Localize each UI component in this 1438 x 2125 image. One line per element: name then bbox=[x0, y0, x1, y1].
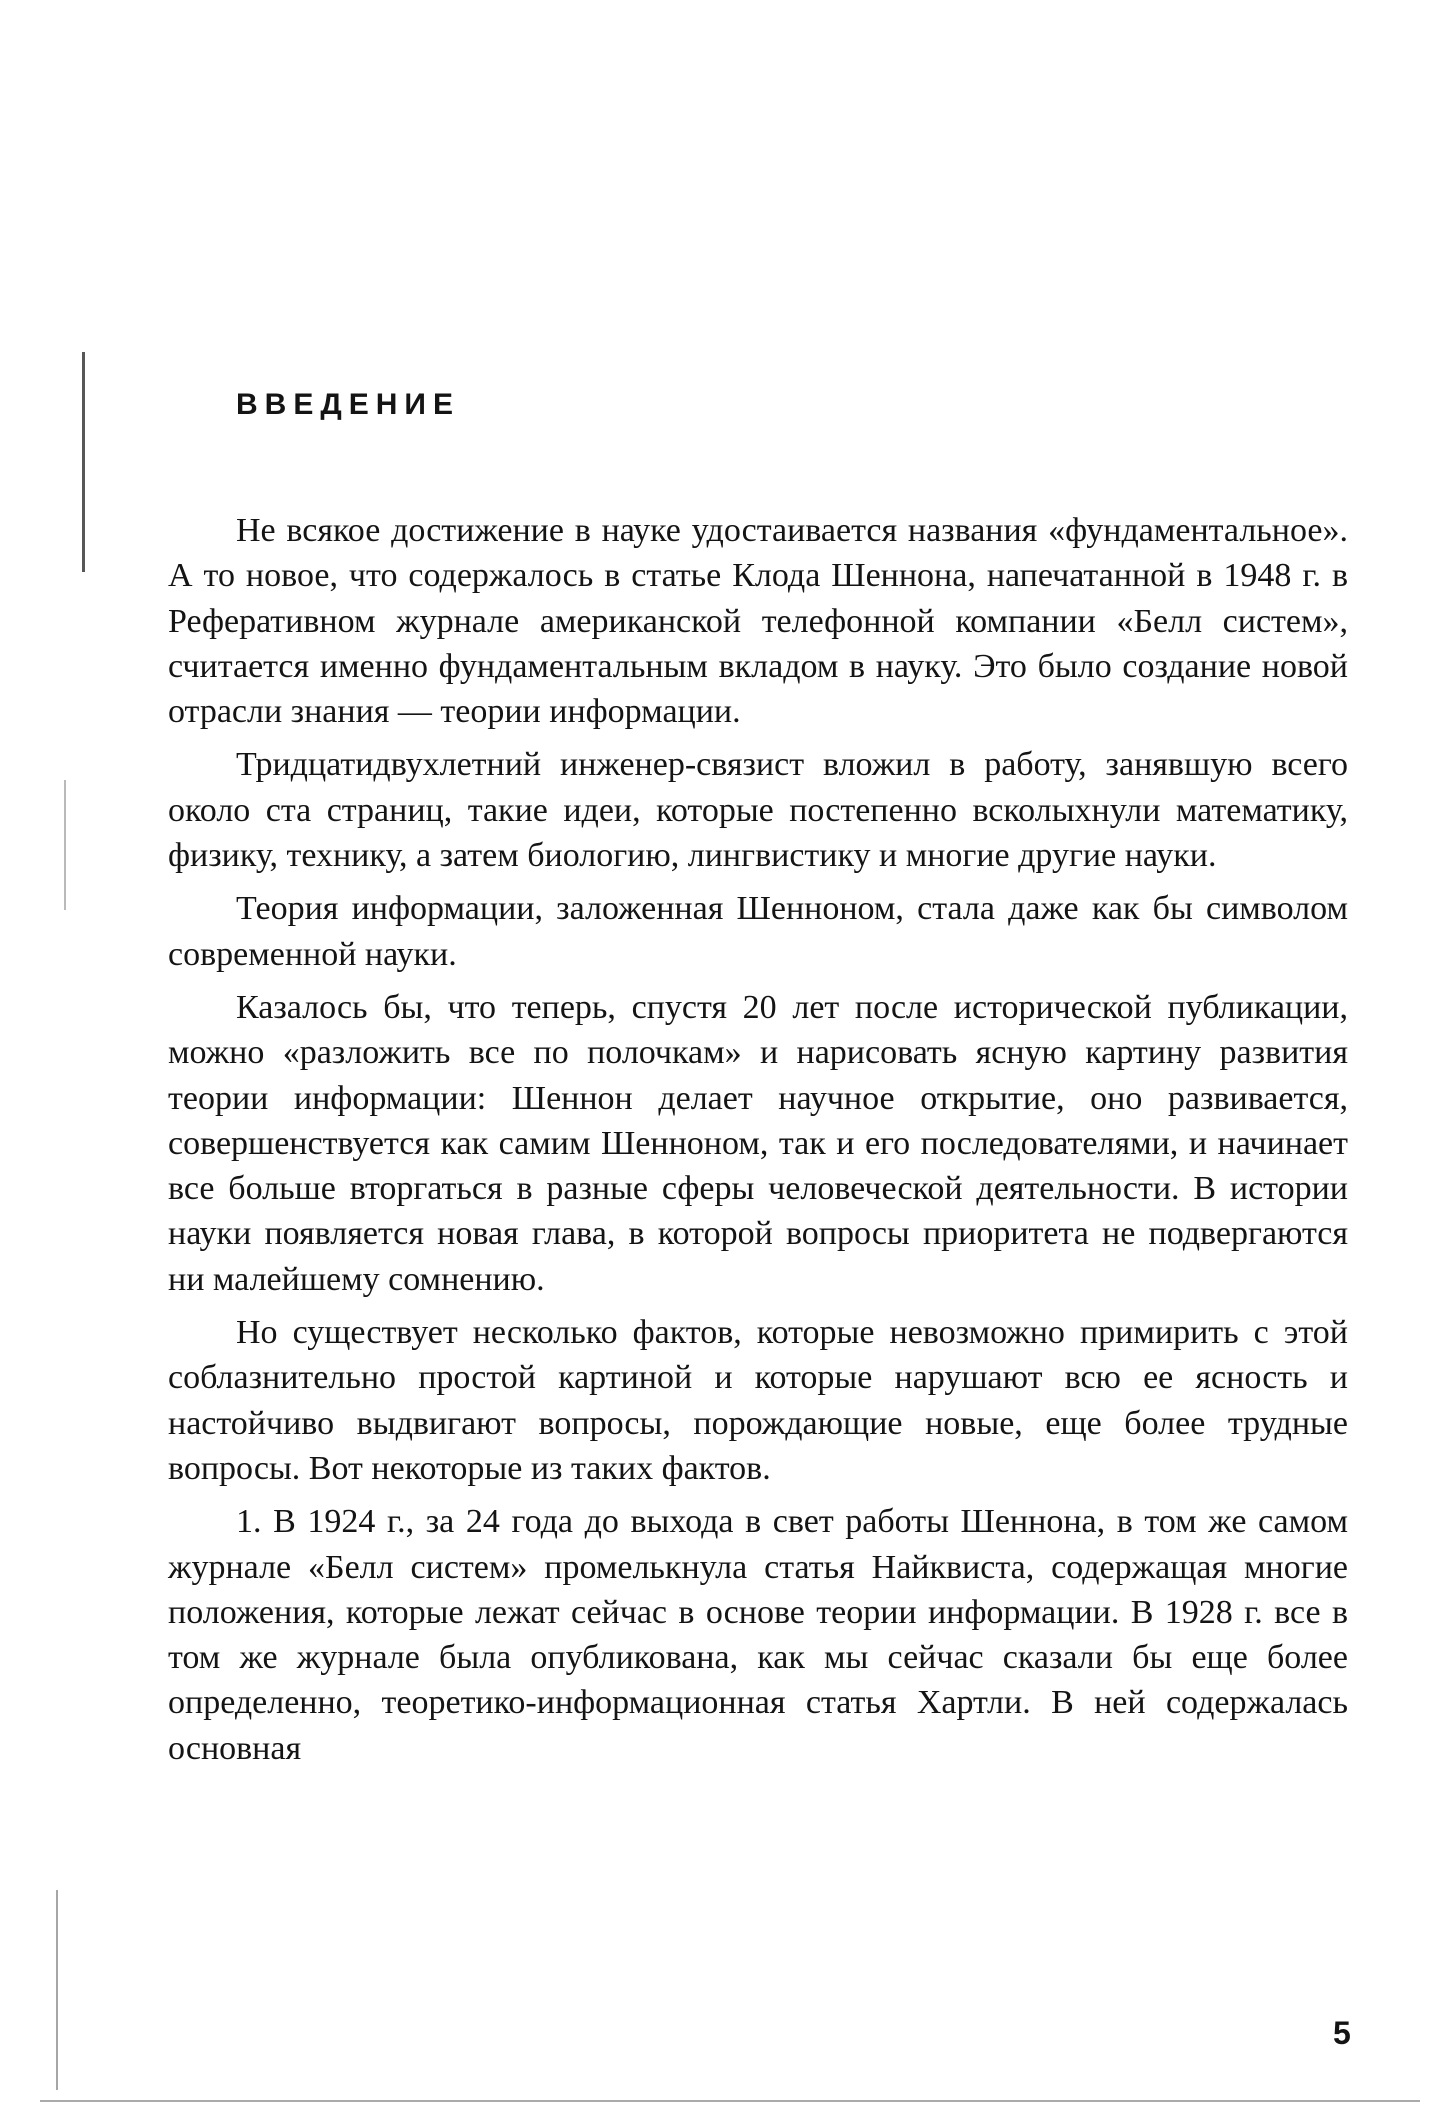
chapter-heading: ВВЕДЕНИЕ bbox=[236, 388, 460, 421]
paragraph: Но существует несколько фактов, которые невозможно примирить с этой соблазнительно простой картиной и которые нарушают всю ее ясность и настойчиво выдвигают вопросы, порождающие новые, еще более трудные вопросы. Вот некоторые из таких фактов. bbox=[168, 1314, 1348, 1487]
paragraph: 1. В 1924 г., за 24 года до выхода в свет работы Шеннона, в том же самом журнале «Белл систем» промелькнула статья Найквиста, содержащая многие положения, которые лежат сейчас в основе теории информации. В 1928 г. все в том же журнале была опубликована, как мы сейчас сказали бы еще более определенно, теоретико-информационная статья Хартли. В ней содержалась основная bbox=[168, 1503, 1348, 1767]
paragraph: Не всякое достижение в науке удостаивается названия «фундаментальное». А то новое, что содержалось в статье Клода Шеннона, напечатанной в 1948 г. в Реферативном журнале американской телефонной компании «Белл систем», считается именно фундаментальным вкладом в науку. Это было создание новой отрасли знания — теории информации. bbox=[168, 512, 1348, 731]
bottom-edge-line bbox=[40, 2100, 1420, 2102]
page-number: 5 bbox=[1333, 2015, 1351, 2051]
paragraph: Тридцатидвухлетний инженер-связист вложил в работу, занявшую всего около ста страниц, такие идеи, которые постепенно всколыхнули математику, физику, технику, а затем биологию, лингвистику и многие другие науки. bbox=[168, 746, 1348, 875]
scan-edge-artifact bbox=[56, 1890, 58, 2090]
paragraph: Теория информации, заложенная Шенноном, стала даже как бы символом современной науки. bbox=[168, 890, 1348, 973]
scan-edge-artifact bbox=[82, 352, 85, 572]
body-text bbox=[168, 508, 1348, 1771]
scan-edge-artifact bbox=[64, 780, 66, 910]
paragraph: Казалось бы, что теперь, спустя 20 лет после исторической публикации, можно «разложить все по полочкам» и нарисовать ясную картину развития теории информации: Шеннон делает научное открытие, оно развивается, совершенствуется как самим Шенноном, так и его последователями, и начинает все больше вторгаться в разные сферы человеческой деятельности. В истории науки появляется новая глава, в которой вопросы приоритета не подвергаются ни малейшему сомнению. bbox=[168, 988, 1348, 1298]
